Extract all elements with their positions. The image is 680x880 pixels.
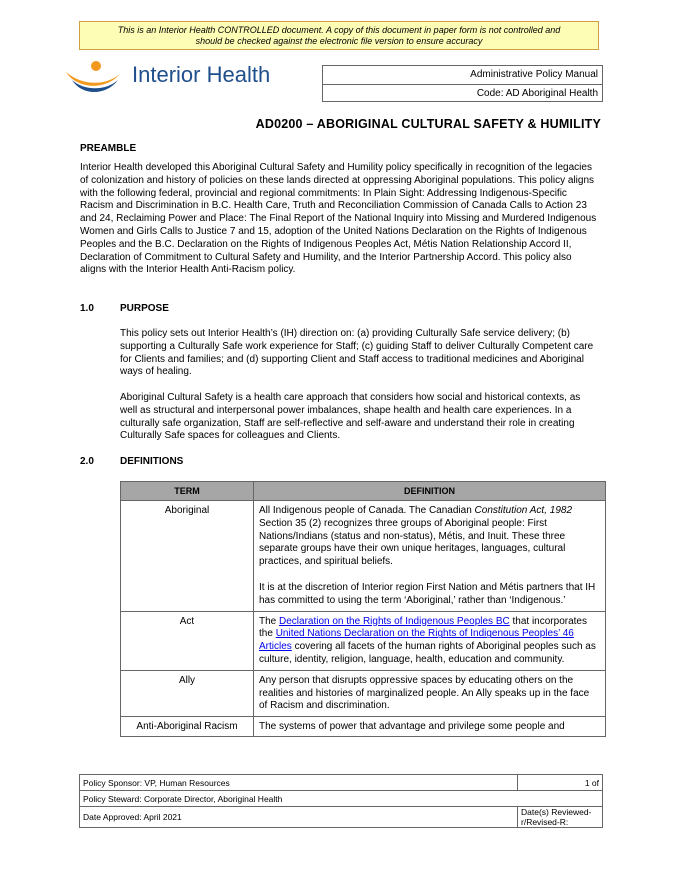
text-span: that incorporates the — [259, 615, 587, 640]
definition-act — [254, 611, 606, 670]
logo-figure-icon — [62, 58, 124, 98]
term-aboriginal: Aboriginal — [121, 501, 254, 612]
definitions-table — [120, 481, 606, 737]
purpose-heading: PURPOSE — [120, 303, 169, 314]
logo-text: Interior Health — [132, 62, 271, 87]
date-reviewed: Date(s) Reviewed-r/Revised-R: — [518, 807, 603, 828]
manual-code: Code: AD Aboriginal Health — [323, 84, 602, 103]
banner-line-2: should be checked against the electronic file version to ensure accuracy — [195, 36, 483, 46]
term-ally: Ally — [121, 670, 254, 716]
term-column-header: TERM — [121, 482, 254, 501]
policy-footer — [79, 774, 603, 828]
table-row — [121, 611, 606, 670]
purpose-number: 1.0 — [80, 303, 94, 314]
definition-anti-aboriginal-racism: The systems of power that advantage and privilege some people and — [254, 717, 606, 737]
table-header-row — [121, 482, 606, 501]
declaration-bc-link[interactable]: Declaration on the Rights of Indigenous Peoples BC — [279, 615, 510, 627]
definitions-heading: DEFINITIONS — [120, 456, 184, 467]
definition-aboriginal-p1 — [259, 505, 600, 569]
controlled-document-banner — [79, 21, 599, 50]
document-title: AD0200 – ABORIGINAL CULTURAL SAFETY & HUMILITY — [255, 117, 601, 131]
undrip-articles-link[interactable]: United Nations Declaration on the Rights of Indigenous Peoples’ 46 Articles — [259, 628, 574, 653]
manual-name: Administrative Policy Manual — [470, 69, 598, 80]
text-span: All Indigenous people of Canada. The Canadian — [259, 505, 475, 516]
preamble-text: Interior Health developed this Aboriginal Cultural Safety and Humility policy specifically in recognition of the legacies of colonization and history of policies on these lands directed at oppressing Aboriginal populations. This policy aligns with the following federal, provincial and regional commitments: In Plain Sight: Addressing Indigenous-Specific Racism and Discrimination in B.C. Health Care, Truth and Reconciliation Commission of Canada Calls to Action 23 and 24, Reclaiming Power and Place: The Final Report of the National Inquiry into Missing and Murdered Indigenous Women and Girls Calls to Justice 7 and 15, adoption of the United Nations Declaration on the Rights of Indigenous Peoples and the B.C. Declaration on the Rights of Indigenous Peoples Act, Métis Nation Relationship Accord II, Declaration of Commitment to Cultural Safety and Humility, and the Interior Partnership Accord. This policy also aligns with the Interior Health Anti-Racism policy. — [80, 162, 597, 276]
policy-sponsor: Policy Sponsor: VP, Human Resources — [80, 775, 518, 791]
page-number: 1 of — [518, 775, 603, 791]
purpose-paragraph-1: This policy sets out Interior Health’s (IH) direction on: (a) providing Culturally Safe service delivery; (b) supporting a Culturally Safe work experience for Staff; (c) guiding Staff to deliver Culturally Competent care for Clients and families; and (d) supporting Client and Staff access to traditional medicines and Aboriginal ways of healing. — [120, 328, 594, 378]
text-span: Section 35 (2) recognizes three groups of Aboriginal people: First Nations/Indians (status and non-status), Métis, and Inuit. These three separate groups have their own unique heritages, languages, cultural practices, and spiritual beliefs. — [259, 517, 566, 568]
policy-steward: Policy Steward: Corporate Director, Aboriginal Health — [80, 791, 603, 807]
term-act: Act — [121, 611, 254, 670]
term-anti-aboriginal-racism: Anti-Aboriginal Racism — [121, 717, 254, 737]
interior-health-logo — [62, 58, 302, 98]
date-approved: Date Approved: April 2021 — [80, 807, 518, 828]
definition-aboriginal — [254, 501, 606, 612]
table-row — [121, 501, 606, 612]
purpose-paragraph-2: Aboriginal Cultural Safety is a health care approach that considers how social and historical contexts, as well as structural and interpersonal power imbalances, shape health and health care experiences. In a culturally safe organization, Staff are self-reflective and self-aware and understand their role in creating Culturally Safe spaces for colleagues and Clients. — [120, 392, 581, 442]
text-span: covering all facets of the human rights of Aboriginal peoples such as culture, identity, religion, language, health, education and community. — [259, 641, 596, 665]
definition-ally: Any person that disrupts oppressive spaces by educating others on the realities and histories of marginalized people. An Ally speaks up in the face of Racism and discrimination. — [254, 670, 606, 716]
manual-code-box — [322, 65, 603, 102]
definitions-number: 2.0 — [80, 456, 94, 467]
preamble-heading: PREAMBLE — [80, 143, 137, 154]
italic-span: Constitution Act, 1982 — [474, 505, 573, 516]
definition-column-header: DEFINITION — [254, 482, 606, 501]
definition-aboriginal-p2: It is at the discretion of Interior region First Nation and Métis partners that IH has committed to using the term ‘Aboriginal,’ rather than ‘Indigenous.’ — [259, 581, 596, 606]
table-row — [121, 670, 606, 716]
table-row — [121, 717, 606, 737]
text-span: The — [259, 615, 280, 627]
banner-line-1: This is an Interior Health CONTROLLED document. A copy of this document in paper form is not controlled and — [117, 25, 561, 35]
